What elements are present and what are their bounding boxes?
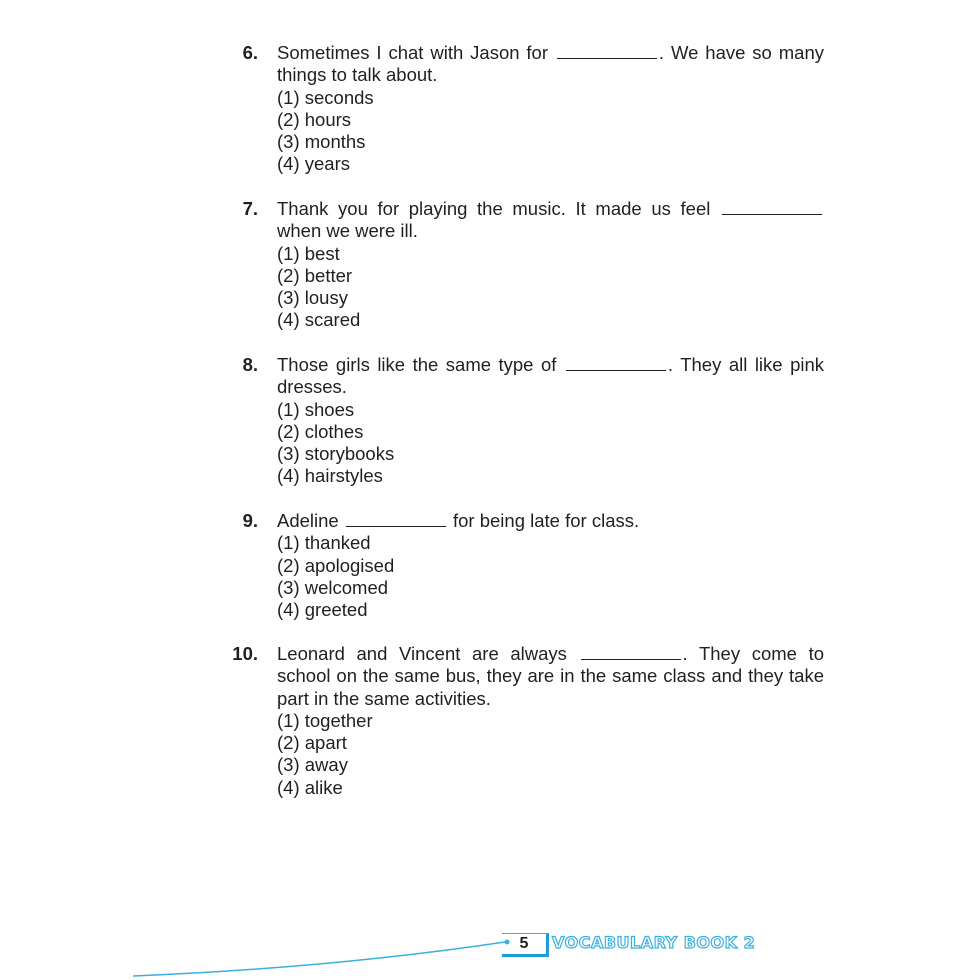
stem-text-after: when we were ill.	[277, 220, 418, 242]
stem-text-before: Those girls like the same type of	[277, 354, 557, 375]
question-number: 6.	[242, 42, 258, 63]
stem-text-before: Leonard and Vincent are always	[277, 643, 567, 664]
stem-text-after: . We have so many things to talk about.	[277, 42, 824, 86]
answer-option[interactable]: (2) clothes	[277, 420, 364, 442]
stem-text-before: Sometimes I chat with Jason for	[277, 42, 549, 63]
answer-option[interactable]: (3) away	[277, 754, 348, 776]
stem-text-after: for being late for class.	[447, 510, 640, 531]
answer-option[interactable]: (1) best	[277, 242, 340, 264]
answer-option[interactable]: (2) apologised	[277, 554, 395, 576]
question-number: 9.	[242, 510, 258, 531]
answer-option[interactable]: (4) hairstyles	[277, 465, 383, 487]
answer-option[interactable]: (1) thanked	[277, 532, 371, 554]
answer-option[interactable]: (1) together	[277, 709, 373, 731]
question-number: 7.	[242, 198, 258, 219]
stem-text-before: Adeline	[277, 510, 339, 531]
answer-option[interactable]: (3) storybooks	[277, 443, 395, 465]
answer-option[interactable]: (2) better	[277, 264, 353, 286]
stem-text-after: . They come to school on the same bus, they are in the same class and they take part in the same activities.	[277, 643, 824, 709]
answer-option[interactable]: (3) welcomed	[277, 576, 389, 598]
page-number: 5	[502, 933, 549, 957]
book-title: VOCABULARY BOOK 2	[552, 933, 756, 952]
answer-option[interactable]: (4) years	[277, 153, 350, 175]
stem-text-after: . They all like pink dresses.	[277, 354, 825, 398]
stem-text-before: Thank you for playing the music. It made us feel	[277, 198, 711, 219]
answer-option[interactable]: (4) alike	[277, 776, 343, 798]
answer-option[interactable]: (4) greeted	[277, 599, 368, 621]
answer-option[interactable]: (3) months	[277, 131, 366, 153]
answer-option[interactable]: (2) apart	[277, 732, 347, 754]
answer-option[interactable]: (1) seconds	[277, 86, 374, 108]
answer-option[interactable]: (3) lousy	[277, 287, 348, 309]
question-number: 10.	[232, 643, 258, 664]
answer-option[interactable]: (2) hours	[277, 108, 352, 130]
answer-option[interactable]: (4) scared	[277, 309, 361, 331]
question-number: 8.	[242, 354, 258, 375]
answer-option[interactable]: (1) shoes	[277, 398, 355, 420]
